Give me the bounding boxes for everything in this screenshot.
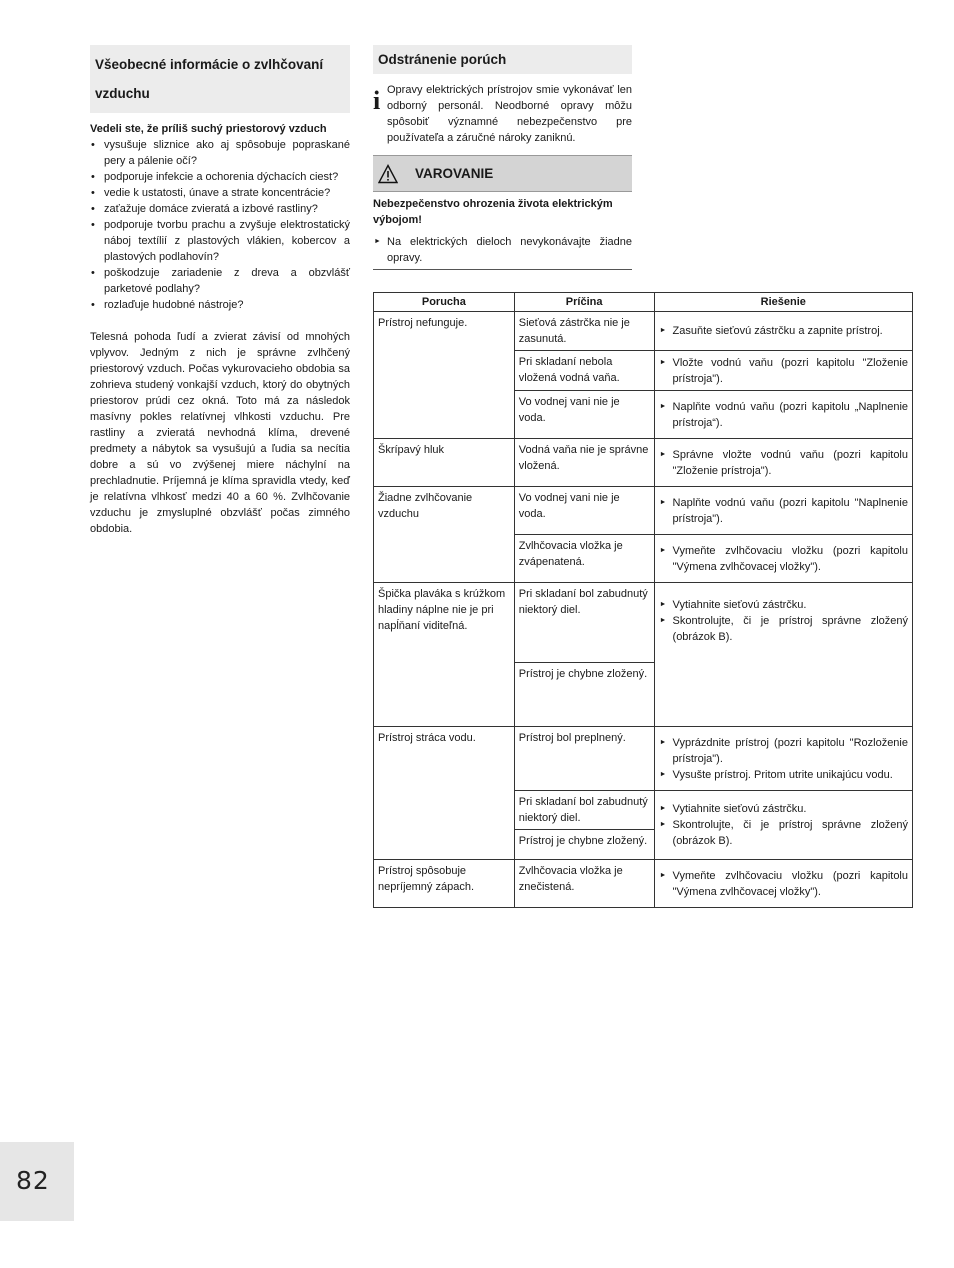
table-header-row [374, 293, 913, 312]
list-item: ► Vytiahnite sieťovú zástrčku. [659, 801, 908, 817]
cause-cell: Zvlhčovacia vložka je znečistená. [514, 860, 654, 908]
cause-cell: Prístroj je chybne zložený. [514, 663, 654, 727]
list-item: ► Vymeňte zvlhčovaciu vložku (pozri kapitolu "Výmena zvlhčovacej vložky"). [659, 543, 908, 575]
table-row [374, 439, 913, 487]
solution-cell [654, 535, 912, 583]
cause-cell: Pri skladaní nebola vložená vodná vaňa. [514, 351, 654, 391]
cause-cell: Prístroj bol preplnený. [514, 727, 654, 791]
column-header-cause: Príčina [514, 293, 654, 312]
list-item: ► Naplňte vodnú vaňu (pozri kapitolu „Naplnenie prístroja“). [659, 399, 908, 431]
table-row [374, 312, 913, 351]
list-item: ► Zasuňte sieťovú zástrčku a zapnite prístroj. [659, 323, 908, 339]
fault-cell: Prístroj stráca vodu. [374, 727, 515, 860]
info-note [373, 82, 632, 146]
list-item: ► Na elektrických dieloch nevykonávajte žiadne opravy. [373, 234, 632, 266]
page-number: 82 [16, 1166, 50, 1195]
cause-cell: Pri skladaní bol zabudnutý niektorý diel. [514, 583, 654, 663]
dry-air-bullet-list [90, 137, 350, 313]
table-row [374, 727, 913, 791]
section-heading-humidification: Všeobecné informácie o zvlhčovaní vzduchu [90, 45, 350, 113]
table-row [374, 860, 913, 908]
fault-cell: Špička plaváka s krúžkom hladiny náplne nie je pri napĺňaní viditeľná. [374, 583, 515, 727]
column-header-fault: Porucha [374, 293, 515, 312]
warning-triangle-icon [378, 164, 398, 184]
list-item: ► Naplňte vodnú vaňu (pozri kapitolu "Naplnenie prístroja"). [659, 495, 908, 527]
cause-cell: Sieťová zástrčka nie je zasunutá. [514, 312, 654, 351]
cause-cell: Pri skladaní bol zabudnutý niektorý diel. [514, 791, 654, 830]
list-item: ► Vyprázdnite prístroj (pozri kapitolu "Rozloženie prístroja"). [659, 735, 908, 767]
cause-cell: Zvlhčovacia vložka je zvápenatená. [514, 535, 654, 583]
solution-cell [654, 727, 912, 791]
list-item: ► Vytiahnite sieťovú zástrčku. [659, 597, 908, 613]
warning-list [373, 234, 632, 266]
troubleshooting-table [373, 292, 913, 908]
fault-cell: Prístroj nefunguje. [374, 312, 515, 439]
list-item: ► Správne vložte vodnú vaňu (pozri kapitolu "Zloženie prístroja"). [659, 447, 908, 479]
warning-bold-text: Nebezpečenstvo ohrozenia života elektrickým výbojom! [373, 198, 613, 226]
solution-cell [654, 391, 912, 439]
section-heading-troubleshooting: Odstránenie porúch [373, 45, 632, 74]
intro-bold-text: Vedeli ste, že príliš suchý priestorový vzduch [90, 123, 327, 135]
list-item: ► Vysušte prístroj. Pritom utrite unikajúcu vodu. [659, 767, 908, 783]
solution-cell [654, 583, 912, 727]
warning-bar [373, 155, 632, 192]
list-item: ► Skontrolujte, či je prístroj správne zložený (obrázok B). [659, 613, 908, 645]
info-icon: i [373, 86, 381, 115]
fault-cell: Prístroj spôsobuje nepríjemný zápach. [374, 860, 515, 908]
table-row [374, 487, 913, 535]
cause-cell: Vo vodnej vani nie je voda. [514, 487, 654, 535]
warning-body [373, 192, 632, 270]
list-item: • vysušuje sliznice ako aj spôsobuje popraskané pery a pálenie očí? [90, 137, 350, 169]
cause-cell: Vodná vaňa nie je správne vložená. [514, 439, 654, 487]
left-column [90, 45, 350, 537]
list-item: ► Vložte vodnú vaňu (pozri kapitolu "Zloženie prístroja"). [659, 355, 908, 387]
fault-cell: Žiadne zvlhčovanie vzduchu [374, 487, 515, 583]
list-item: • rozlaďuje hudobné nástroje? [90, 297, 350, 313]
cause-cell: Prístroj je chybne zložený. [514, 830, 654, 860]
list-item: • zaťažuje domáce zvieratá a izbové rastliny? [90, 201, 350, 217]
list-item: ► Vymeňte zvlhčovaciu vložku (pozri kapitolu "Výmena zvlhčovacej vložky"). [659, 868, 908, 900]
solution-cell [654, 860, 912, 908]
solution-cell [654, 791, 912, 860]
list-item: ► Skontrolujte, či je prístroj správne zložený (obrázok B). [659, 817, 908, 849]
warning-title: VAROVANIE [415, 166, 494, 181]
cause-cell: Vo vodnej vani nie je voda. [514, 391, 654, 439]
table-row [374, 583, 913, 663]
list-item: • podporuje infekcie a ochorenia dýchacích ciest? [90, 169, 350, 185]
list-item: • vedie k ustatosti, únave a strate koncentrácie? [90, 185, 350, 201]
fault-cell: Škrípavý hluk [374, 439, 515, 487]
right-column [373, 45, 632, 270]
info-text: Opravy elektrických prístrojov smie vykonávať len odborný personál. Neodborné opravy môžu spôsobiť významné nebezpečenstvo pre používateľa a záručné nároky zaniknú. [387, 84, 632, 144]
list-item: • podporuje tvorbu prachu a zvyšuje elektrostatický náboj textílií z plastových vlákien, kobercov a plastových podlahovín? [90, 217, 350, 265]
solution-cell [654, 487, 912, 535]
climate-paragraph: Telesná pohoda ľudí a zvierat závisí od mnohých vplyvov. Jedným z nich je správne zvlhčený priestorový vzduch. Počas vykurovacieho obdobia sa zohrieva studený vonkajší vzduch, ktorý do obytných priestorov prúdi cez okná. Toto má za následok masívny pokles relatívnej vlhkosti vzduchu. Pre rastliny a zvieratá nevhodná klíma, drevené predmety a nábytok sa vysušujú a ľudia sa necítia dobre a sú vo zvýšenej miere náchylní na prechladnutie. Príjemná je klíma spravidla vtedy, keď je relatívna vlhkosť medzi 40 a 60 %. Zvlhčovanie vzduchu je zmysluplné obzvlášť počas zimného obdobia. [90, 331, 350, 535]
solution-cell [654, 439, 912, 487]
column-header-solution: Riešenie [654, 293, 912, 312]
list-item: • poškodzuje zariadenie z dreva a obzvlášť parketové podlahy? [90, 265, 350, 297]
solution-cell [654, 312, 912, 351]
solution-cell [654, 351, 912, 391]
